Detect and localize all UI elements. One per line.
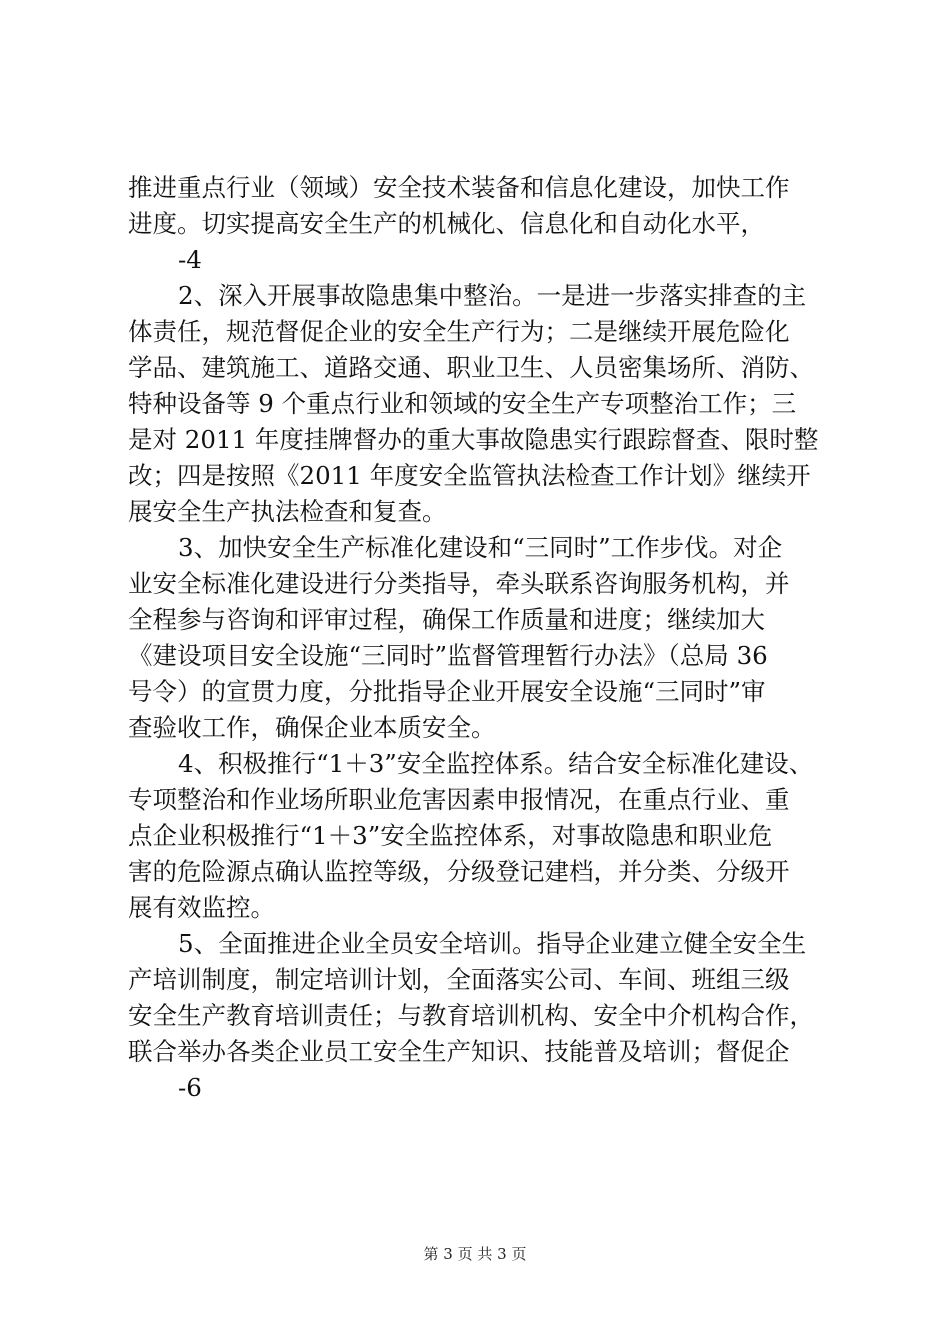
text-line: 展安全生产执法检查和复查。 — [128, 497, 447, 526]
text-line: 学品、建筑施工、道路交通、职业卫生、人员密集场所、消防、 — [128, 353, 814, 382]
text-line: 产培训制度，制定培训计划，全面落实公司、车间、班组三级 — [128, 965, 790, 994]
text-line: 《建设项目安全设施“三同时”监督管理暂行办法》（总局 36 — [128, 641, 768, 670]
text-line: 专项整治和作业场所职业危害因素申报情况，在重点行业、重 — [128, 785, 790, 814]
text-line: 安全生产教育培训责任；与教育培训机构、安全中介机构合作， — [128, 1001, 814, 1030]
page-footer: 第 3 页 共 3 页 — [423, 1245, 527, 1263]
text-line: 是对 2011 年度挂牌督办的重大事故隐患实行跟踪督查、限时整 — [128, 425, 819, 454]
text-line: 改；四是按照《2011 年度安全监管执法检查工作计划》继续开 — [128, 461, 811, 490]
text-line: 展有效监控。 — [128, 893, 275, 922]
text-line: 害的危险源点确认监控等级，分级登记建档，并分类、分级开 — [128, 857, 790, 886]
text-line: 查验收工作，确保企业本质安全。 — [128, 713, 496, 742]
document-body — [128, 170, 828, 1106]
text-line: 号令）的宣贯力度，分批指导企业开展安全设施“三同时”审 — [128, 677, 766, 706]
text-line: 点企业积极推行“1＋3”安全监控体系，对事故隐患和职业危 — [128, 821, 773, 850]
text-line: 体责任，规范督促企业的安全生产行为；二是继续开展危险化 — [128, 317, 790, 346]
text-line: 全程参与咨询和评审过程，确保工作质量和进度；继续加大 — [128, 605, 765, 634]
page-number-marker: -6 — [178, 1073, 202, 1102]
text-line: 特种设备等 9 个重点行业和领域的安全生产专项整治工作；三 — [128, 389, 797, 418]
text-line: 推进重点行业（领域）安全技术装备和信息化建设，加快工作 — [128, 173, 790, 202]
text-line: 业安全标准化建设进行分类指导，牵头联系咨询服务机构，并 — [128, 569, 790, 598]
text-line: 进度。切实提高安全生产的机械化、信息化和自动化水平， — [128, 209, 765, 238]
text-line: 2、深入开展事故隐患集中整治。一是进一步落实排查的主 — [178, 281, 807, 310]
text-line: 联合举办各类企业员工安全生产知识、技能普及培训；督促企 — [128, 1037, 790, 1066]
page-number-marker: -4 — [178, 245, 202, 274]
text-line: 3、加快安全生产标准化建设和“三同时”工作步伐。对企 — [178, 533, 783, 562]
text-line: 4、积极推行“1＋3”安全监控体系。结合安全标准化建设、 — [178, 749, 814, 778]
text-line: 5、全面推进企业全员安全培训。指导企业建立健全安全生 — [178, 929, 807, 958]
